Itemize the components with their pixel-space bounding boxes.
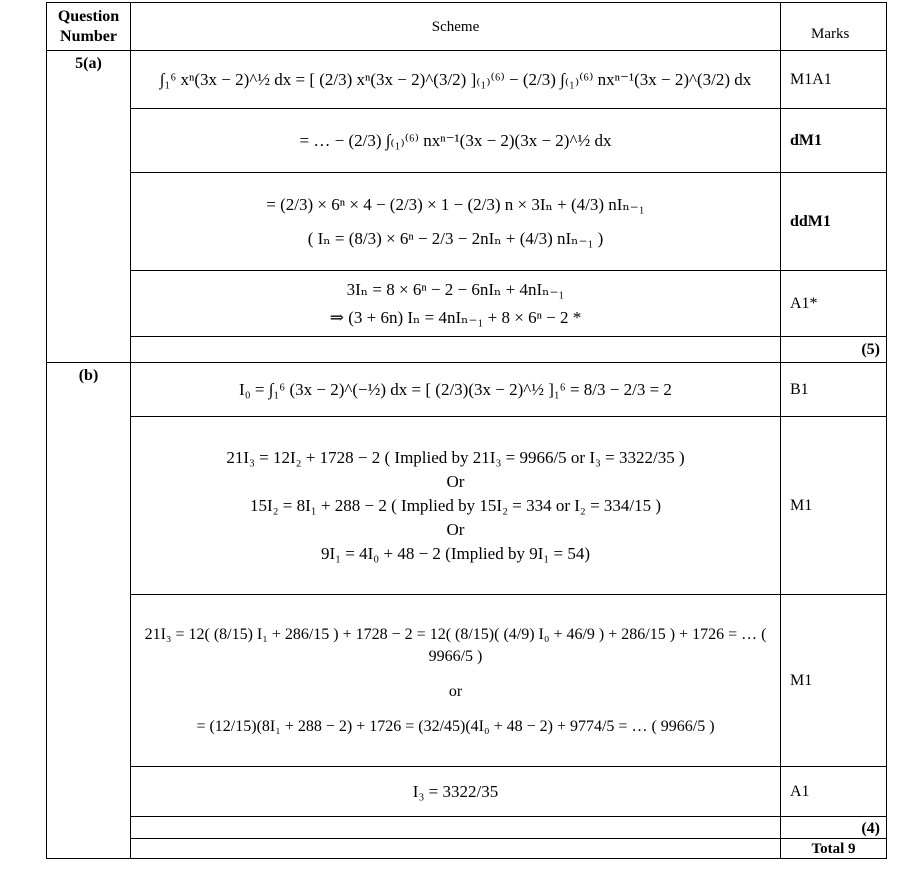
scheme-cell	[131, 363, 781, 417]
mark-cell: A1	[781, 767, 887, 817]
question-label: 5(a)	[47, 51, 131, 363]
scheme-row	[47, 173, 887, 271]
scheme-line: ( Iₙ = (8/3) × 6ⁿ − 2/3 − 2nIₙ + (4/3) nIₙ₋₁ )	[307, 228, 604, 248]
scheme-cell	[131, 767, 781, 817]
total-row	[47, 839, 887, 859]
question-number-header: Question Number	[47, 3, 131, 51]
scheme-header: Scheme	[131, 3, 781, 51]
scheme-cell	[131, 417, 781, 595]
scheme-cell	[131, 173, 781, 271]
scheme-line: I₀ = ∫₁⁶ (3x − 2)^(−½) dx = [ (2/3)(3x − 2)^½ ]₁⁶ = 8/3 − 2/3 = 2	[239, 379, 672, 399]
scheme-cell	[131, 51, 781, 109]
scheme-row	[47, 51, 887, 109]
total-marks: Total 9	[781, 839, 887, 859]
header-row	[47, 3, 887, 51]
scheme-row	[47, 363, 887, 417]
subtotal-row	[47, 337, 887, 363]
mark-cell: dM1	[781, 109, 887, 173]
or-label: or	[448, 682, 463, 700]
subtotal-a: (5)	[781, 337, 887, 363]
or-label: Or	[446, 519, 465, 539]
scheme-line: 9I₁ = 4I₀ + 48 − 2 (Implied by 9I₁ = 54)	[320, 543, 591, 563]
mark-cell: ddM1	[781, 173, 887, 271]
scheme-line: 21I₃ = 12( (8/15) I₁ + 286/15 ) + 1728 − 2 = 12( (8/15)( (4/9) I₀ + 46/9 ) + 286/15 ) + 1726 = … ( 9966/5 )	[144, 625, 767, 665]
scheme-cell	[131, 109, 781, 173]
mark-cell: M1	[781, 595, 887, 767]
scheme-line: 15I₂ = 8I₁ + 288 − 2 ( Implied by 15I₂ = 334 or I₂ = 334/15 )	[249, 495, 662, 515]
scheme-line: ⇒ (3 + 6n) Iₙ = 4nIₙ₋₁ + 8 × 6ⁿ − 2 *	[329, 307, 582, 327]
mark-cell: A1*	[781, 271, 887, 337]
mark-scheme-table	[46, 2, 887, 859]
scheme-row	[47, 271, 887, 337]
scheme-row	[47, 417, 887, 595]
scheme-row	[47, 767, 887, 817]
mark-cell: M1A1	[781, 51, 887, 109]
scheme-line: I₃ = 3322/35	[412, 781, 499, 801]
mark-cell: B1	[781, 363, 887, 417]
scheme-cell	[131, 595, 781, 767]
scheme-line: 3Iₙ = 8 × 6ⁿ − 2 − 6nIₙ + 4nIₙ₋₁	[346, 279, 565, 299]
or-label: Or	[446, 471, 465, 491]
scheme-row	[47, 109, 887, 173]
scheme-line: = … − (2/3) ∫₍₁₎⁽⁶⁾ nxⁿ⁻¹(3x − 2)(3x − 2)^½ dx	[299, 130, 612, 150]
scheme-line: = (12/15)(8I₁ + 288 − 2) + 1726 = (32/45)(4I₀ + 48 − 2) + 9774/5 = … ( 9966/5 )	[196, 717, 715, 735]
scheme-row	[47, 595, 887, 767]
scheme-cell	[131, 271, 781, 337]
subtotal-b: (4)	[781, 817, 887, 839]
scheme-line: ∫₁⁶ xⁿ(3x − 2)^½ dx = [ (2/3) xⁿ(3x − 2)^(3/2) ]₍₁₎⁽⁶⁾ − (2/3) ∫₍₁₎⁽⁶⁾ nxⁿ⁻¹(3x − 2)^(3/2) dx	[159, 69, 752, 89]
question-label: (b)	[47, 363, 131, 859]
subtotal-row	[47, 817, 887, 839]
marks-header: Marks	[781, 3, 887, 51]
mark-cell: M1	[781, 417, 887, 595]
scheme-line: 21I₃ = 12I₂ + 1728 − 2 ( Implied by 21I₃ = 9966/5 or I₃ = 3322/35 )	[226, 447, 685, 467]
scheme-line: = (2/3) × 6ⁿ × 4 − (2/3) × 1 − (2/3) n × 3Iₙ + (4/3) nIₙ₋₁	[266, 194, 645, 214]
